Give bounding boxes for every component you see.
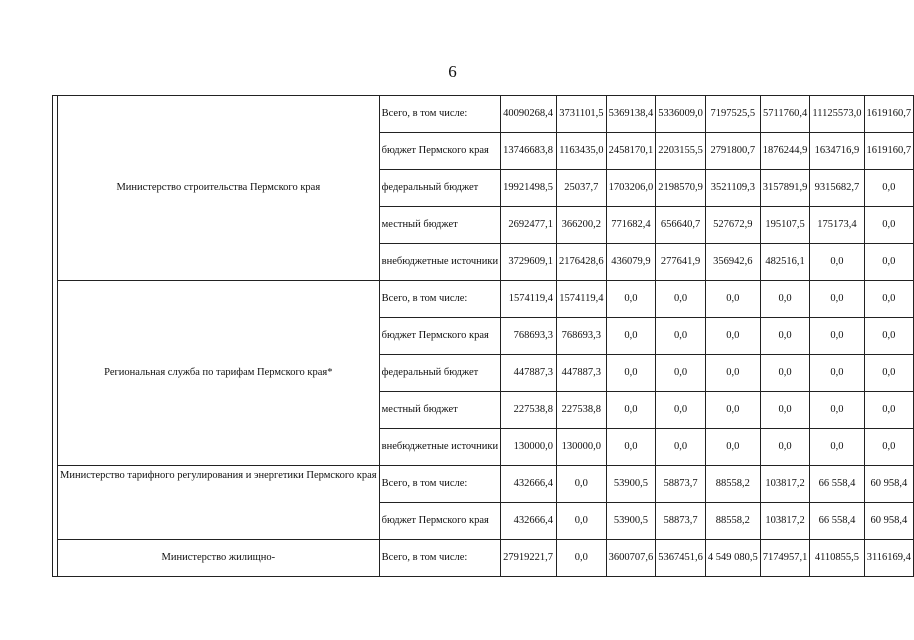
value-cell: 66 558,4 — [810, 503, 864, 540]
value-cell: 0,0 — [810, 429, 864, 466]
value-cell: 0,0 — [705, 429, 760, 466]
ministry-name: Министерство тарифного регулирования и энергетики Пермского края — [58, 466, 380, 540]
funding-source: местный бюджет — [379, 392, 501, 429]
value-cell: 27919221,7 — [501, 540, 557, 577]
value-cell: 195107,5 — [760, 207, 810, 244]
budget-table — [52, 95, 914, 577]
funding-source: федеральный бюджет — [379, 355, 501, 392]
value-cell: 3729609,1 — [501, 244, 557, 281]
value-cell: 0,0 — [760, 355, 810, 392]
value-cell: 0,0 — [810, 244, 864, 281]
value-cell: 2458170,1 — [606, 133, 656, 170]
value-cell: 0,0 — [810, 318, 864, 355]
value-cell: 356942,6 — [705, 244, 760, 281]
value-cell: 0,0 — [656, 318, 706, 355]
value-cell: 432666,4 — [501, 466, 557, 503]
table-row — [53, 466, 914, 503]
value-cell: 432666,4 — [501, 503, 557, 540]
value-cell: 3600707,6 — [606, 540, 656, 577]
value-cell: 0,0 — [705, 392, 760, 429]
value-cell: 2203155,5 — [656, 133, 706, 170]
funding-source: бюджет Пермского края — [379, 503, 501, 540]
value-cell: 5367451,6 — [656, 540, 706, 577]
value-cell: 3157891,9 — [760, 170, 810, 207]
funding-source: Всего, в том числе: — [379, 281, 501, 318]
funding-source: внебюджетные источники — [379, 244, 501, 281]
value-cell: 4 549 080,5 — [705, 540, 760, 577]
value-cell: 7174957,1 — [760, 540, 810, 577]
value-cell: 656640,7 — [656, 207, 706, 244]
value-cell: 53900,5 — [606, 503, 656, 540]
value-cell: 13746683,8 — [501, 133, 557, 170]
value-cell: 227538,8 — [557, 392, 607, 429]
value-cell: 0,0 — [864, 244, 914, 281]
value-cell: 436079,9 — [606, 244, 656, 281]
value-cell: 0,0 — [606, 281, 656, 318]
ministry-name: Министерство жилищно- — [58, 540, 380, 577]
value-cell: 447887,3 — [501, 355, 557, 392]
value-cell: 482516,1 — [760, 244, 810, 281]
value-cell: 130000,0 — [501, 429, 557, 466]
value-cell: 0,0 — [656, 429, 706, 466]
value-cell: 3731101,5 — [557, 96, 607, 133]
value-cell: 0,0 — [864, 318, 914, 355]
value-cell: 175173,4 — [810, 207, 864, 244]
value-cell: 2198570,9 — [656, 170, 706, 207]
value-cell: 527672,9 — [705, 207, 760, 244]
value-cell: 0,0 — [864, 281, 914, 318]
funding-source: Всего, в том числе: — [379, 540, 501, 577]
value-cell: 1574119,4 — [501, 281, 557, 318]
value-cell: 103817,2 — [760, 466, 810, 503]
value-cell: 0,0 — [656, 355, 706, 392]
value-cell: 0,0 — [864, 429, 914, 466]
value-cell: 0,0 — [705, 318, 760, 355]
value-cell: 0,0 — [760, 392, 810, 429]
value-cell: 4110855,5 — [810, 540, 864, 577]
value-cell: 5336009,0 — [656, 96, 706, 133]
value-cell: 5711760,4 — [760, 96, 810, 133]
value-cell: 2791800,7 — [705, 133, 760, 170]
value-cell: 25037,7 — [557, 170, 607, 207]
value-cell: 1876244,9 — [760, 133, 810, 170]
value-cell: 0,0 — [606, 318, 656, 355]
value-cell: 0,0 — [705, 355, 760, 392]
value-cell: 1163435,0 — [557, 133, 607, 170]
value-cell: 40090268,4 — [501, 96, 557, 133]
funding-source: федеральный бюджет — [379, 170, 501, 207]
value-cell: 1619160,7 — [864, 133, 914, 170]
value-cell: 1703206,0 — [606, 170, 656, 207]
value-cell: 88558,2 — [705, 503, 760, 540]
value-cell: 7197525,5 — [705, 96, 760, 133]
value-cell: 103817,2 — [760, 503, 810, 540]
value-cell: 53900,5 — [606, 466, 656, 503]
value-cell: 0,0 — [810, 392, 864, 429]
value-cell: 0,0 — [864, 392, 914, 429]
value-cell: 2176428,6 — [557, 244, 607, 281]
value-cell: 0,0 — [810, 355, 864, 392]
value-cell: 88558,2 — [705, 466, 760, 503]
ministry-name: Министерство строительства Пермского края — [58, 96, 380, 281]
funding-source: местный бюджет — [379, 207, 501, 244]
value-cell: 0,0 — [810, 281, 864, 318]
value-cell: 227538,8 — [501, 392, 557, 429]
value-cell: 1574119,4 — [557, 281, 607, 318]
value-cell: 0,0 — [606, 429, 656, 466]
page-number: 6 — [448, 62, 457, 81]
value-cell: 0,0 — [606, 392, 656, 429]
value-cell: 2692477,1 — [501, 207, 557, 244]
value-cell: 0,0 — [864, 355, 914, 392]
table-row — [53, 540, 914, 577]
value-cell: 0,0 — [557, 466, 607, 503]
value-cell: 3521109,3 — [705, 170, 760, 207]
value-cell: 0,0 — [656, 281, 706, 318]
value-cell: 0,0 — [606, 355, 656, 392]
value-cell: 0,0 — [656, 392, 706, 429]
value-cell: 3116169,4 — [864, 540, 914, 577]
funding-source: бюджет Пермского края — [379, 133, 501, 170]
ministry-name: Региональная служба по тарифам Пермского края* — [58, 281, 380, 466]
funding-source: Всего, в том числе: — [379, 466, 501, 503]
value-cell: 60 958,4 — [864, 466, 914, 503]
value-cell: 58873,7 — [656, 503, 706, 540]
value-cell: 58873,7 — [656, 466, 706, 503]
value-cell: 0,0 — [557, 503, 607, 540]
value-cell: 771682,4 — [606, 207, 656, 244]
value-cell: 277641,9 — [656, 244, 706, 281]
funding-source: Всего, в том числе: — [379, 96, 501, 133]
value-cell: 1634716,9 — [810, 133, 864, 170]
value-cell: 0,0 — [864, 207, 914, 244]
value-cell: 66 558,4 — [810, 466, 864, 503]
value-cell: 11125573,0 — [810, 96, 864, 133]
value-cell: 768693,3 — [557, 318, 607, 355]
value-cell: 0,0 — [705, 281, 760, 318]
value-cell: 0,0 — [760, 318, 810, 355]
value-cell: 1619160,7 — [864, 96, 914, 133]
value-cell: 9315682,7 — [810, 170, 864, 207]
value-cell: 0,0 — [760, 429, 810, 466]
value-cell: 5369138,4 — [606, 96, 656, 133]
value-cell: 447887,3 — [557, 355, 607, 392]
value-cell: 768693,3 — [501, 318, 557, 355]
table-row — [53, 281, 914, 318]
table-row — [53, 96, 914, 133]
value-cell: 0,0 — [864, 170, 914, 207]
funding-source: внебюджетные источники — [379, 429, 501, 466]
funding-source: бюджет Пермского края — [379, 318, 501, 355]
value-cell: 0,0 — [557, 540, 607, 577]
value-cell: 19921498,5 — [501, 170, 557, 207]
value-cell: 130000,0 — [557, 429, 607, 466]
value-cell: 60 958,4 — [864, 503, 914, 540]
value-cell: 0,0 — [760, 281, 810, 318]
value-cell: 366200,2 — [557, 207, 607, 244]
